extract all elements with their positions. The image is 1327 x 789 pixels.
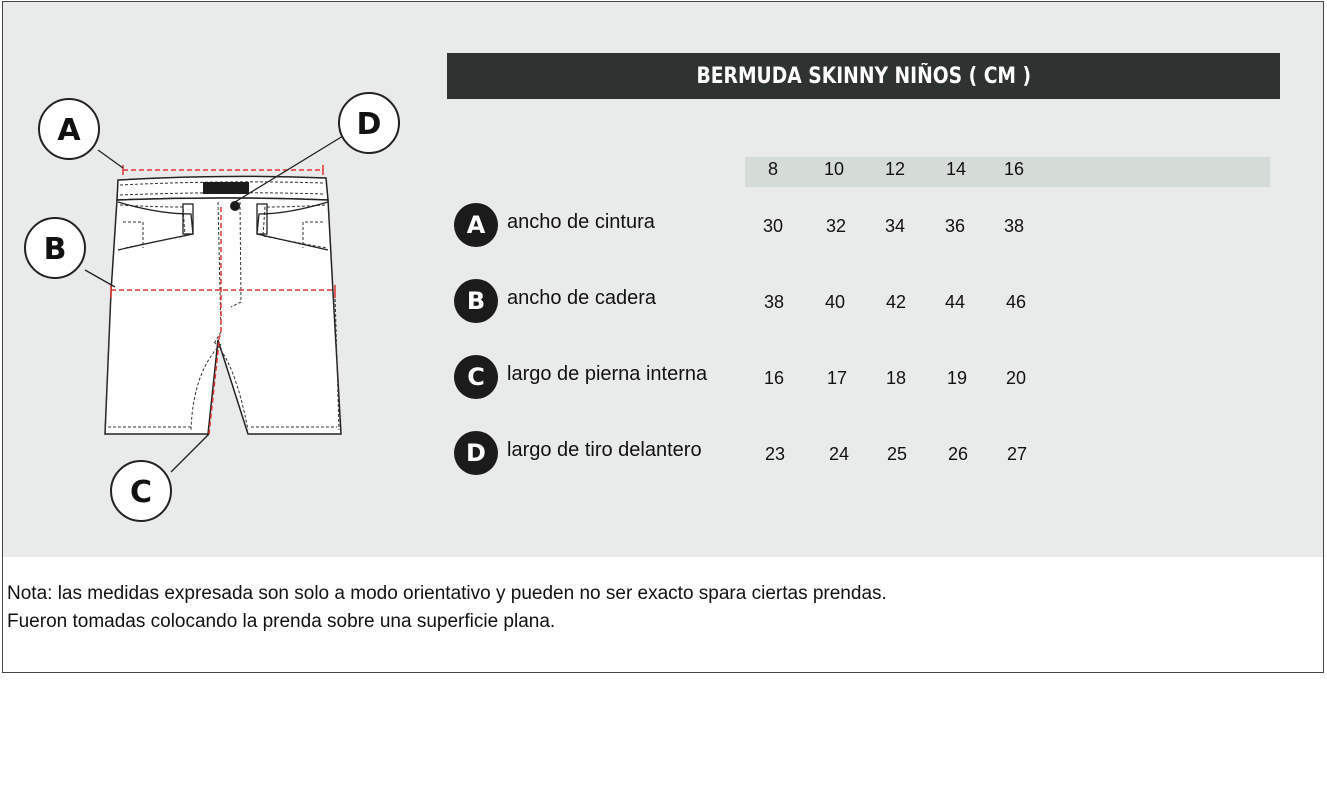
table-cell: 30 <box>762 216 784 236</box>
diagram-letter-b: B <box>43 232 67 267</box>
table-cell: 17 <box>826 368 848 388</box>
table-cell: 23 <box>764 444 786 464</box>
table-cell: 42 <box>885 292 907 312</box>
table-cell: 32 <box>825 216 847 236</box>
table-cell: 44 <box>944 292 966 312</box>
table-cell: 38 <box>1003 216 1025 236</box>
diagram-letter-a: A <box>57 113 81 148</box>
table-cell: 18 <box>885 368 907 388</box>
table-cell: 46 <box>1005 292 1027 312</box>
size-chart-panel <box>3 2 1323 557</box>
size-header: 12 <box>884 159 906 179</box>
chart-title-bar <box>447 53 1280 99</box>
table-cell: 40 <box>824 292 846 312</box>
table-cell: 36 <box>944 216 966 236</box>
note-line-1: Nota: las medidas expresada son solo a modo orientativo y pueden no ser exacto spara ciertas prendas. <box>7 583 887 604</box>
row-c-badge: C <box>454 355 498 399</box>
diagram-letter-d: D <box>356 107 382 142</box>
shorts-diagram <box>3 2 443 557</box>
size-header: 10 <box>823 159 845 179</box>
notes <box>7 580 887 636</box>
table-cell: 20 <box>1005 368 1027 388</box>
row-a-label: ancho de cintura <box>507 211 655 233</box>
table-cell: 25 <box>886 444 908 464</box>
row-d-label: largo de tiro delantero <box>507 439 702 461</box>
row-b-badge: B <box>454 279 498 323</box>
size-header: 14 <box>945 159 967 179</box>
table-cell: 34 <box>884 216 906 236</box>
chart-title: BERMUDA SKINNY NIÑOS ( CM ) <box>696 63 1031 89</box>
row-b-label: ancho de cadera <box>507 287 657 309</box>
note-line-2: Fueron tomadas colocando la prenda sobre una superficie plana. <box>7 611 556 632</box>
table-cell: 16 <box>763 368 785 388</box>
shorts-drawing-icon <box>105 176 341 434</box>
size-chart-frame <box>2 1 1324 673</box>
row-a-badge: A <box>454 203 498 247</box>
diagram-letter-c: C <box>129 475 153 510</box>
table-cell: 38 <box>763 292 785 312</box>
waist-label-patch <box>203 182 249 194</box>
row-c-label: largo de pierna interna <box>507 363 708 385</box>
table-cell: 27 <box>1006 444 1028 464</box>
button-icon <box>230 201 240 211</box>
table-cell: 26 <box>947 444 969 464</box>
table-cell: 19 <box>946 368 968 388</box>
table-cell: 24 <box>828 444 850 464</box>
size-header: 16 <box>1003 159 1025 179</box>
size-header: 8 <box>767 159 778 179</box>
row-d-badge: D <box>454 431 498 475</box>
